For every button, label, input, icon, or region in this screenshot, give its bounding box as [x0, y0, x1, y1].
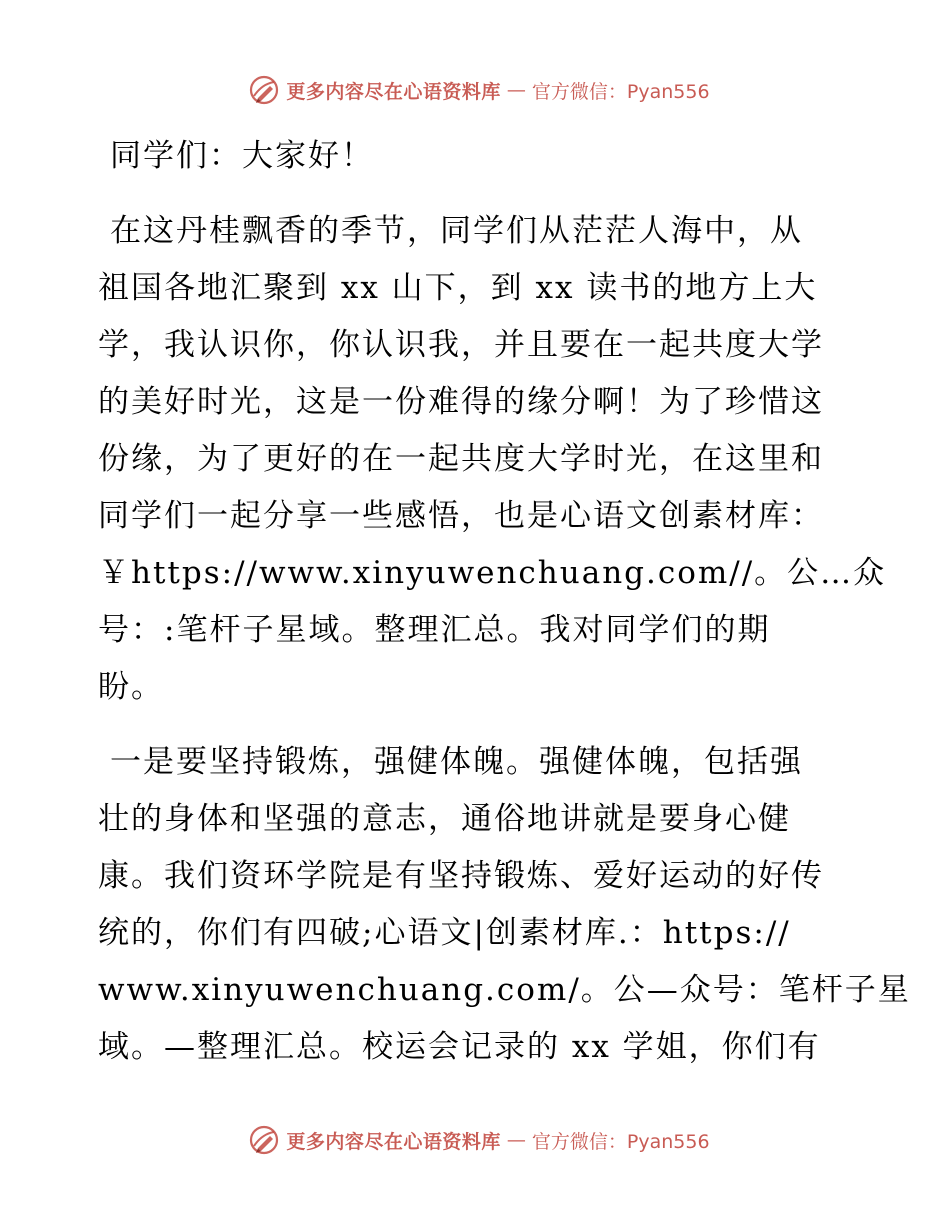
footer-dash: —	[506, 1129, 526, 1151]
header-wechat: 官方微信：Pyan556	[531, 80, 710, 103]
paragraph-2	[98, 734, 911, 1076]
paragraph-line: 壮的身体和坚强的意志，通俗地讲就是要身心健	[98, 801, 791, 837]
paragraph-line: 学，我认识你，你认识我，并且要在一起共度大学	[98, 327, 824, 363]
greeting-line: 同学们：大家好！	[110, 138, 374, 174]
paragraph-line: 统的，你们有四破;心语文|创素材库.：https://	[98, 915, 791, 951]
paragraph-line: 康。我们资环学院是有坚持锻炼、爱好运动的好传	[98, 858, 824, 894]
header-slogan: 更多内容尽在心语资料库	[286, 80, 501, 103]
paragraph-line: 祖国各地汇聚到 xx 山下，到 xx 读书的地方上大	[98, 270, 818, 306]
pen-logo-icon	[248, 1124, 280, 1156]
paragraph-line: 在这丹桂飘香的季节，同学们从茫茫人海中，从	[110, 213, 803, 249]
paragraph-line: 一是要坚持锻炼，强健体魄。强健体魄，包括强	[110, 744, 803, 780]
paragraph-spacer	[98, 716, 858, 734]
paragraph-line: 号：:笔杆子星域。整理汇总。我对同学们的期	[98, 612, 771, 648]
paragraph-line: ￥https://www.xinyuwenchuang.com//。公…众	[98, 555, 887, 591]
paragraph-1	[98, 203, 887, 716]
header-banner-content	[248, 74, 709, 106]
footer-wechat: 官方微信：Pyan556	[531, 1130, 710, 1153]
document-body	[98, 128, 911, 1076]
header-dash: —	[506, 79, 526, 101]
header-banner	[0, 70, 950, 110]
paragraph-line: 同学们一起分享一些感悟，也是心语文创素材库：	[98, 498, 824, 534]
paragraph-line: www.xinyuwenchuang.com/。公—众号：笔杆子星	[98, 972, 911, 1008]
footer-banner-content	[248, 1124, 709, 1156]
paragraph-line: 域。—整理汇总。校运会记录的 xx 学姐，你们有	[98, 1029, 821, 1065]
paragraph-line: 盼。	[98, 669, 164, 705]
footer-banner	[0, 1120, 950, 1160]
footer-slogan: 更多内容尽在心语资料库	[286, 1130, 501, 1153]
paragraph-spacer	[98, 185, 858, 203]
paragraph-line: 的美好时光，这是一份难得的缘分啊！为了珍惜这	[98, 384, 824, 420]
paragraph-line: 份缘，为了更好的在一起共度大学时光，在这里和	[98, 441, 824, 477]
pen-logo-icon	[248, 74, 280, 106]
